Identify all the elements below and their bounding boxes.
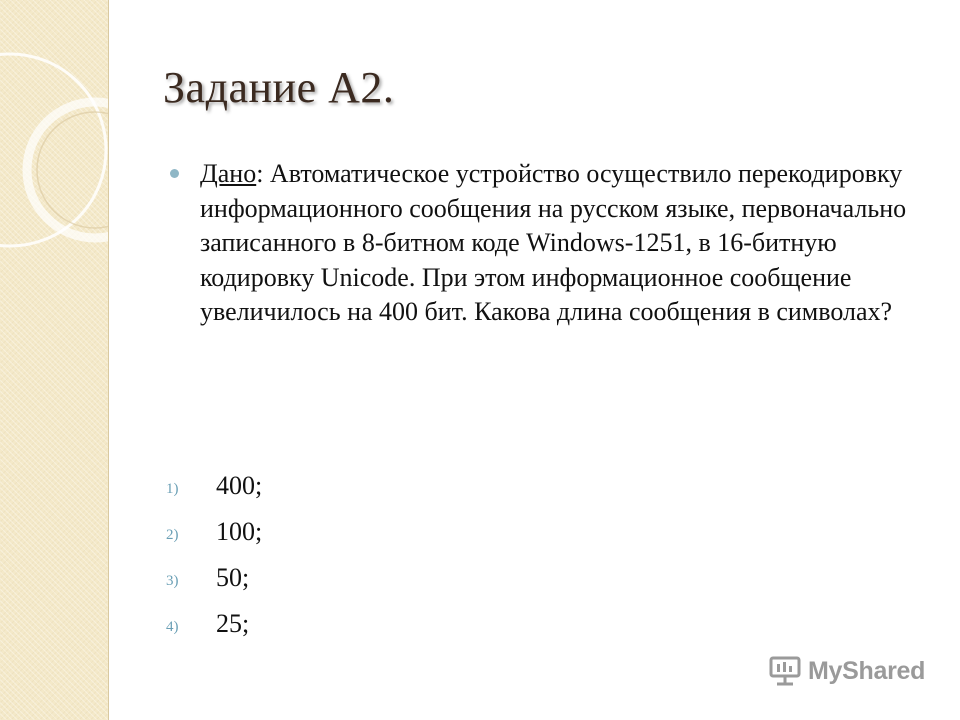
slide-title: Задание А2. — [163, 63, 395, 112]
answer-number: 4) — [166, 618, 179, 635]
presentation-board-icon — [768, 656, 802, 686]
bullet-icon — [170, 169, 179, 178]
decorative-circles — [0, 0, 108, 720]
watermark-logo — [768, 656, 925, 686]
answer-option — [166, 510, 262, 554]
decorative-sidebar — [0, 0, 109, 720]
answer-number: 1) — [166, 480, 179, 497]
answer-option — [166, 464, 262, 508]
task-bullet — [170, 157, 940, 330]
answer-text: 100; — [216, 517, 263, 546]
task-text — [200, 157, 940, 330]
answer-option — [166, 602, 262, 646]
watermark-brand: MyShared — [808, 656, 926, 685]
answer-number: 2) — [166, 526, 179, 543]
answer-text: 400; — [216, 471, 263, 500]
answer-text: 50; — [216, 563, 250, 592]
answer-number: 3) — [166, 572, 179, 589]
answer-text: 25; — [216, 609, 250, 638]
given-text: : Автоматическое устройство осуществило перекодировку информационного сообщения на русском языке, первоначально записанного в 8-битном коде Windows-1251, в 16-битную кодировку Unicode. При этом информационное сообщение увеличилось на 400 бит. Какова длина сообщения в символах? — [200, 159, 907, 326]
answer-list — [166, 464, 262, 648]
answer-option — [166, 556, 262, 600]
given-label: Дано — [200, 159, 257, 188]
